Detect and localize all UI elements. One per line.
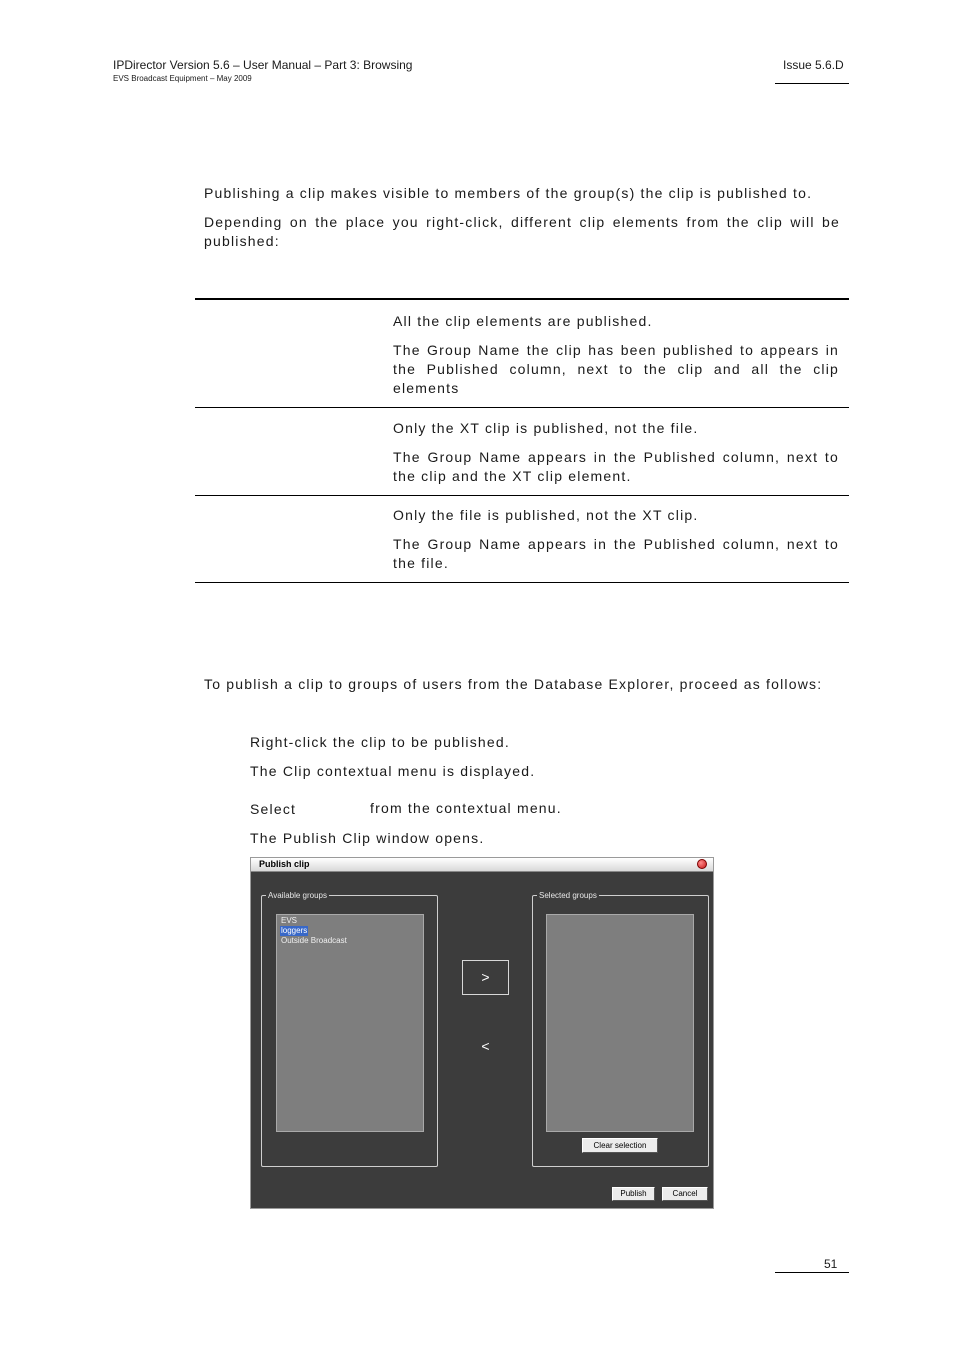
close-icon[interactable] (697, 859, 707, 869)
publish-clip-dialog (250, 857, 714, 1209)
available-groups-label: Available groups (268, 891, 328, 900)
list-item-selected[interactable]: loggers (281, 926, 308, 935)
header-issue: Issue 5.6.D (783, 58, 844, 72)
table-row-3-line-2: The Group Name appears in the Published column, next to the file. (393, 536, 839, 571)
table-row-2-line-2: The Group Name appears in the Published column, next to the clip and the XT clip element. (393, 449, 839, 484)
dialog-titlebar[interactable] (251, 858, 713, 872)
header-rule (775, 83, 849, 84)
table-row-separator (195, 407, 849, 408)
footer-rule (775, 1272, 849, 1273)
cancel-button[interactable]: Cancel (662, 1187, 708, 1201)
step-2-rest: from the contextual menu. (370, 800, 562, 816)
step-1-result: The Clip contextual menu is displayed. (250, 763, 536, 779)
intro-paragraph-2: Depending on the place you right-click, different clip elements from the clip will be published: (204, 214, 840, 249)
step-1: Right-click the clip to be published. (250, 734, 510, 750)
page-number: 51 (824, 1257, 838, 1271)
table-row-2-line-1: Only the XT clip is published, not the file. (393, 420, 699, 436)
publish-button[interactable]: Publish (612, 1187, 655, 1201)
table-bottom-rule (195, 582, 849, 583)
step-2-select: Select (250, 801, 297, 817)
list-item[interactable]: Outside Broadcast (281, 936, 347, 945)
dialog-title: Publish clip (259, 859, 310, 869)
header-title: IPDirector Version 5.6 – User Manual – Part 3: Browsing (113, 58, 413, 72)
intro-paragraph-1: Publishing a clip makes visible to members of the group(s) the clip is published to. (204, 185, 813, 201)
table-row-1-line-2: The Group Name the clip has been published to appears in the Published column, next to the clip and all the clip elements (393, 342, 839, 396)
procedure-intro: To publish a clip to groups of users from the Database Explorer, proceed as follows: (204, 676, 823, 692)
available-groups-box (261, 891, 438, 1167)
selected-groups-list[interactable] (546, 914, 694, 1132)
table-row-3-line-1: Only the file is published, not the XT clip. (393, 507, 699, 523)
table-row-separator (195, 495, 849, 496)
table-row-1-line-1: All the clip elements are published. (393, 313, 653, 329)
header-subtitle: EVS Broadcast Equipment – May 2009 (113, 74, 252, 83)
add-group-button[interactable]: > (462, 960, 509, 995)
remove-group-button[interactable]: < (481, 1038, 490, 1054)
table-top-rule (195, 298, 849, 300)
list-item[interactable]: EVS (281, 916, 298, 925)
step-2-result: The Publish Clip window opens. (250, 830, 485, 846)
clear-selection-button[interactable]: Clear selection (582, 1138, 658, 1153)
available-groups-list[interactable] (276, 914, 424, 1132)
selected-groups-label: Selected groups (539, 891, 597, 900)
selected-groups-box (532, 891, 709, 1167)
